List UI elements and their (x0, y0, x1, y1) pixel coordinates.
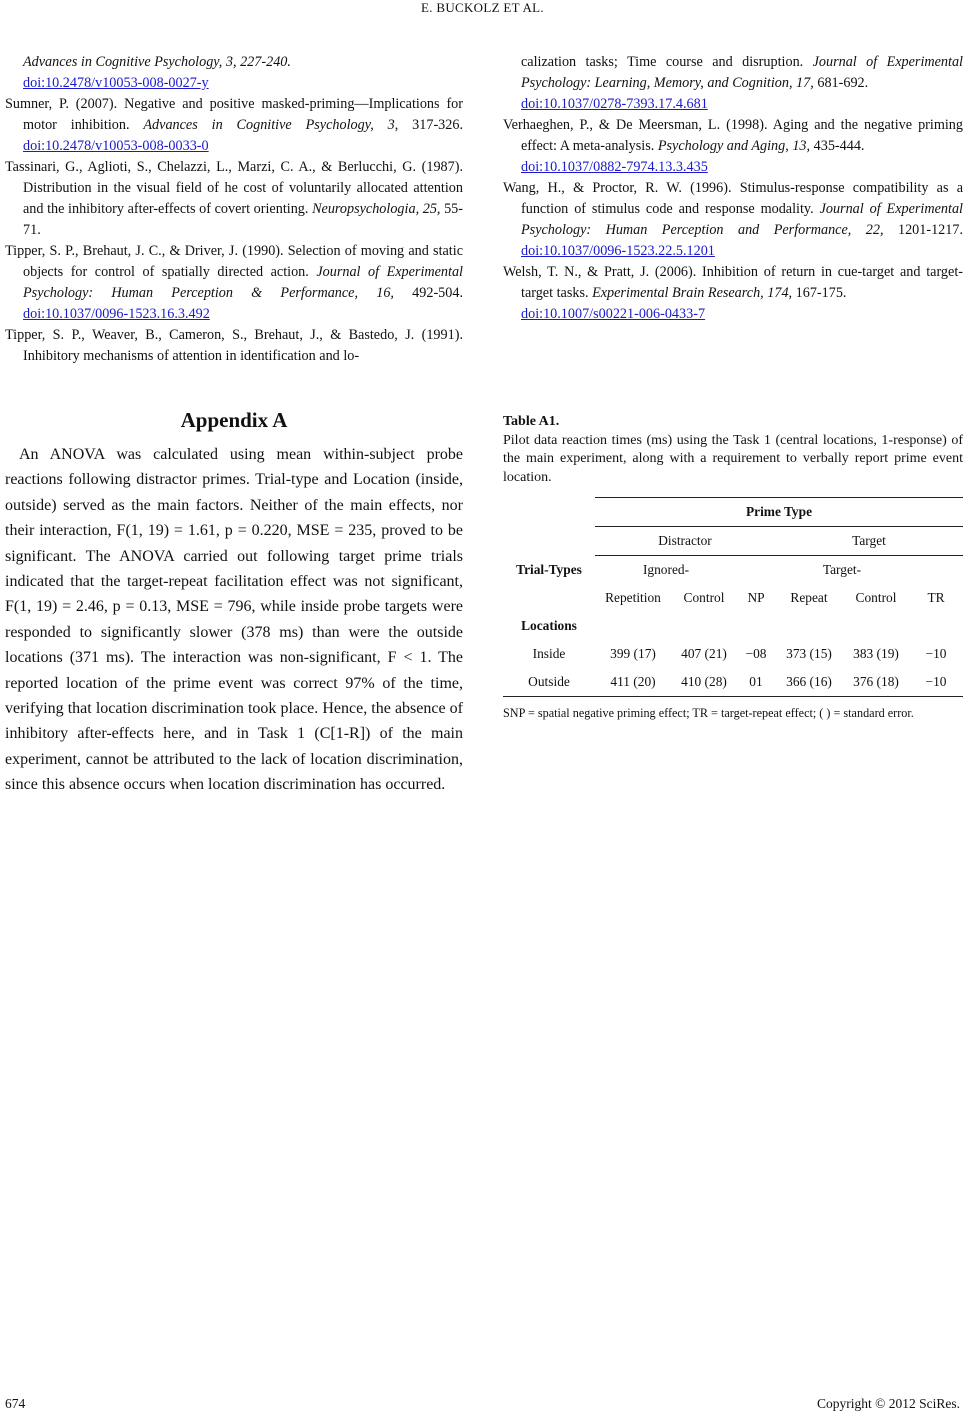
reference-item (503, 178, 963, 262)
table-caption-text: Pilot data reaction times (ms) using the Task 1 (central locations, 1-response) of the main experiment, along with a requirement to verbally report prime event location. (503, 432, 963, 485)
reference-journal: Experimental Brain Research, 174, (592, 285, 793, 301)
reference-journal: Journal of Experimental Psychology: Human Perception and Performance, 22, (521, 201, 963, 238)
table-cell: 01 (737, 668, 775, 697)
reference-text: Verhaeghen, P., & De Meersman, L. (1998). Aging and the negative priming effect: A meta-analysis. (503, 117, 963, 154)
appendix-body: An ANOVA was calculated using mean within-subject probe reactions following distractor primes. Trial-type and Location (inside, outside) served as the main factors. Neither of the main effects, nor their interaction, F(1, 19) = 1.61, p = 0.220, MSE = 235, proved to be significant. The ANOVA carried out following target prime trials indicated that the target-repeat facilitation effect was not significant, F(1, 19) = 2.46, p = 0.13, MSE = 796, while inside probe targets were responded to significantly slower (378 ms) than were the outside locations (371 ms). The interaction was non-significant, F < 1. The reported location of the prime event was correct 97% of the time, verifying that location discrimination took place. Hence, the absence of inhibitory after-effects here, and in Task 1 (C[1-R]) of the main experiment, cannot be attributed to the lack of location discrimination, since this absence occurs when location discrimination has occurred. (5, 446, 463, 794)
table-cell: 407 (21) (681, 646, 727, 661)
reference-text: calization tasks; Time course and disruption. (521, 54, 813, 70)
reference-pages: 681-692. (813, 75, 869, 91)
row-label: Outside (503, 668, 595, 697)
reference-text: Welsh, T. N., & Pratt, J. (2006). Inhibition of return in cue-target and target-target tasks. (503, 264, 963, 301)
reference-item (5, 325, 463, 367)
table-row (503, 640, 963, 668)
reference-item (503, 262, 963, 325)
doi-link[interactable]: doi:10.1037/0882-7974.13.3.435 (521, 159, 708, 175)
reference-item (5, 241, 463, 325)
table-cell: 383 (19) (853, 646, 899, 661)
page-number: 674 (5, 1396, 26, 1411)
table-cell: −10 (925, 646, 947, 661)
reference-text: Tipper, S. P., Weaver, B., Cameron, S., Brehaut, J., & Bastedo, J. (1991). Inhibitory mechanisms of attention in identification and lo- (5, 327, 463, 364)
reference-text: Tipper, S. P., Brehaut, J. C., & Driver, J. (1990). Selection of moving and static objects for control of spatially directed action. (5, 243, 463, 280)
column-header: Repetition (605, 590, 661, 605)
reference-pages: 55-71. (23, 201, 463, 238)
column-header: Control (683, 590, 725, 605)
reference-item (5, 157, 463, 241)
header-target-dash: Target- (822, 562, 862, 577)
table-cell: −08 (745, 646, 767, 661)
reference-text: Wang, H., & Proctor, R. W. (1996). Stimulus-response compatibility as a function of stimulus code and response modality. (503, 180, 963, 217)
table-caption (503, 413, 963, 487)
table-cell: 376 (18) (843, 668, 909, 697)
table-cell: 410 (28) (671, 668, 737, 697)
table-number: Table A1. (503, 414, 560, 429)
table-cell: −10 (909, 668, 963, 697)
reference-pages: 492-504. (393, 285, 463, 301)
column-header: NP (747, 590, 765, 605)
reference-item (503, 115, 963, 178)
table-note: SNP = spatial negative priming effect; TR = target-repeat effect; ( ) = standard error. (503, 706, 914, 720)
reference-pages: 1201-1217. (883, 222, 963, 238)
column-header: TR (927, 590, 945, 605)
reference-journal: Journal of Experimental Psychology: Learning, Memory, and Cognition, 17, (521, 54, 963, 91)
doi-link[interactable]: doi:10.1007/s00221-006-0433-7 (521, 306, 706, 322)
doi-link[interactable]: doi:10.1037/0278-7393.17.4.681 (521, 96, 708, 112)
table-cell: 366 (16) (775, 668, 843, 697)
table-cell: 411 (20) (595, 668, 671, 697)
doi-link[interactable]: doi:10.2478/v10053-008-0027-y (23, 75, 209, 91)
reference-item (503, 52, 963, 115)
reference-journal: Advances in Cognitive Psychology, 3, 227-240. (23, 54, 291, 70)
reference-text: Tassinari, G., Aglioti, S., Chelazzi, L., Marzi, C. A., & Berlucchi, G. (1987). Distribution in the visual field of he cost of voluntarily allocated attention and the inhibitory after-effects of covert orienting. (5, 159, 463, 217)
reference-item (5, 94, 463, 157)
header-trial-types: Trial-Types (516, 561, 582, 577)
header-target: Target (775, 527, 963, 556)
column-header: Repeat (790, 590, 828, 605)
reference-journal: Advances in Cognitive Psychology, 3, (143, 117, 399, 133)
data-table (503, 497, 963, 697)
table-cell: 373 (15) (786, 646, 832, 661)
doi-link[interactable]: doi:10.1037/0096-1523.22.5.1201 (521, 243, 715, 259)
reference-pages: 167-175. (792, 285, 847, 301)
header-distractor: Distractor (595, 527, 775, 556)
header-ignored: Ignored- (642, 562, 690, 577)
appendix-title: Appendix A (180, 408, 288, 432)
reference-text: Sumner, P. (2007). Negative and positive masked-priming—Implications for motor inhibition. (5, 96, 463, 133)
copyright: Copyright © 2012 SciRes. (816, 1396, 960, 1411)
column-header: Control (855, 590, 897, 605)
reference-pages: 317-326. (398, 117, 463, 133)
header-prime-type: Prime Type (595, 498, 963, 527)
reference-item (5, 52, 463, 94)
reference-journal: Psychology and Aging, 13, (657, 138, 811, 154)
table-row (503, 668, 963, 697)
doi-link[interactable]: doi:10.2478/v10053-008-0033-0 (23, 138, 209, 154)
table-cell: 399 (17) (610, 646, 656, 661)
reference-journal: Journal of Experimental Psychology: Human Perception & Performance, 16, (23, 264, 464, 301)
references-right-column (503, 52, 963, 325)
row-label: Inside (532, 646, 566, 661)
reference-pages: 435-444. (810, 138, 865, 154)
running-head: E. BUCKOLZ ET AL. (421, 0, 544, 15)
references-left-column (5, 52, 463, 367)
header-locations: Locations (521, 618, 577, 633)
doi-link[interactable]: doi:10.1037/0096-1523.16.3.492 (23, 306, 210, 322)
reference-journal: Neuropsychologia, 25, (312, 201, 441, 217)
